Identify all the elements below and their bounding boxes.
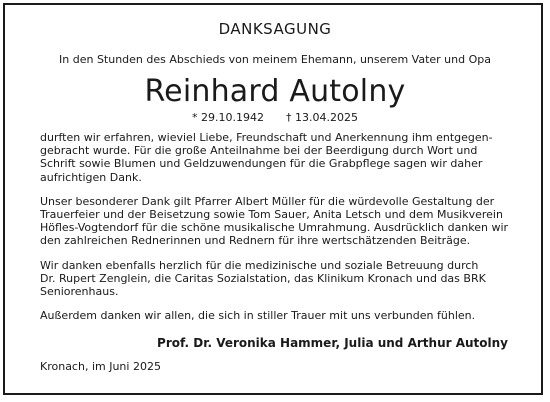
place-date: Kronach, im Juni 2025 xyxy=(40,360,161,373)
notice-heading: DANKSAGUNG xyxy=(218,20,332,38)
birth-date: * 29.10.1942 xyxy=(192,111,264,124)
notice-body xyxy=(40,131,530,322)
intro-line: In den Stunden des Abschieds von meinem Ehemann, unserem Vater und Opa xyxy=(59,53,491,66)
life-dates xyxy=(0,111,550,125)
paragraph-closing: Außerdem danken wir allen, die sich in stiller Trauer mit uns verbunden fühlen. xyxy=(40,309,476,323)
paragraph-care-thanks: Wir danken ebenfalls herzlich für die medizinische und soziale Betreuung durch Dr. Rupert Zenglein, die Caritas Sozialstation, das Klinikum Kronach und das BRK Seniorenhaus. xyxy=(40,258,486,299)
paragraph-thanks: durften wir erfahren, wieviel Liebe, Freundschaft und Anerkennung ihm entgegen- gebracht wurde. Für die große Anteilnahme bei der Beerdigung durch Wort und Schrift sowie Blumen und Geldzuwendungen für die Grabpflege sagen wir daher aufrichtigen Dank. xyxy=(40,131,493,184)
deceased-name: Reinhard Autolny xyxy=(144,74,406,109)
signature: Prof. Dr. Veronika Hammer, Julia und Arthur Autolny xyxy=(157,336,508,350)
paragraph-special-thanks: Unser besonderer Dank gilt Pfarrer Albert Müller für die würdevolle Gestaltung der Trauerfeier und der Beisetzung sowie Tom Sauer, Anita Letsch und dem Musikverein Höfles-Vogtendorf für die schöne musikalische Umrahmung. Ausdrücklich danken wir den zahlreichen Rednerinnen und Rednern für ihre wertschätzenden Beiträge. xyxy=(40,194,509,248)
death-date: † 13.04.2025 xyxy=(286,111,358,124)
